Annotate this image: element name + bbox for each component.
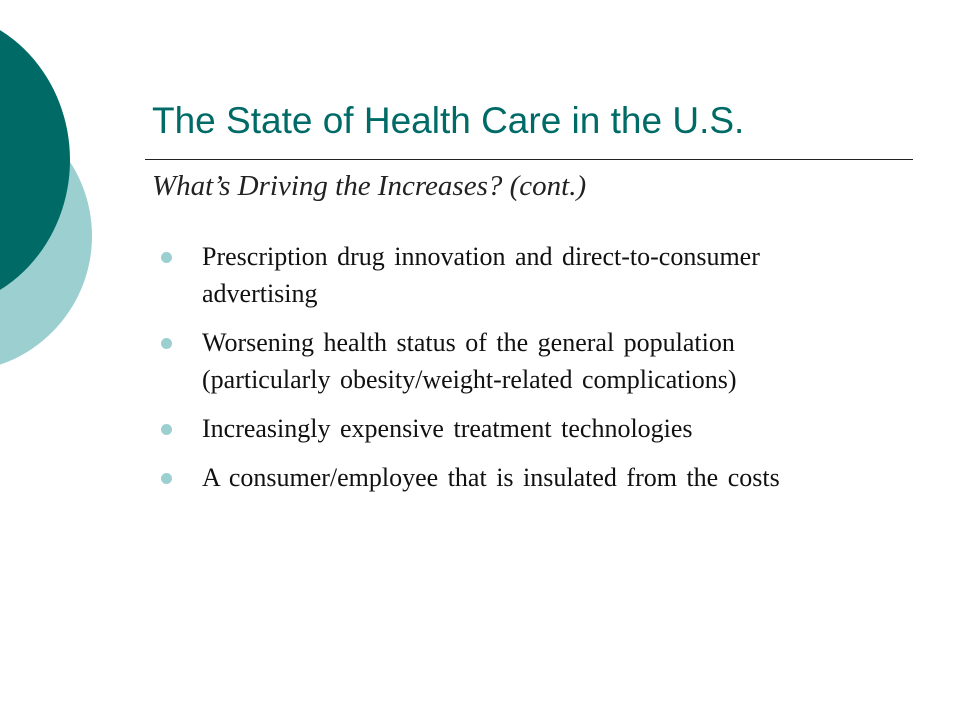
- title-divider: [145, 159, 913, 160]
- bullet-item: [160, 238, 860, 312]
- bullet-text: Worsening health status of the general population (particularly obesity/weight-related complications): [202, 328, 737, 394]
- slide-subtitle: What’s Driving the Increases? (cont.): [152, 170, 587, 202]
- bullet-dot-icon: [161, 252, 172, 263]
- bullet-text: Prescription drug innovation and direct-to-consumer advertising: [202, 242, 760, 308]
- bullet-item: [160, 324, 860, 398]
- bullet-item: [160, 459, 860, 496]
- bullet-dot-icon: [161, 338, 172, 349]
- bullet-list: [160, 238, 860, 508]
- bullet-text: A consumer/employee that is insulated from the costs: [202, 463, 780, 492]
- bullet-text: Increasingly expensive treatment technologies: [202, 414, 693, 443]
- bullet-item: [160, 410, 860, 447]
- bullet-dot-icon: [161, 424, 172, 435]
- slide-title: The State of Health Care in the U.S.: [152, 100, 745, 141]
- bullet-dot-icon: [161, 473, 172, 484]
